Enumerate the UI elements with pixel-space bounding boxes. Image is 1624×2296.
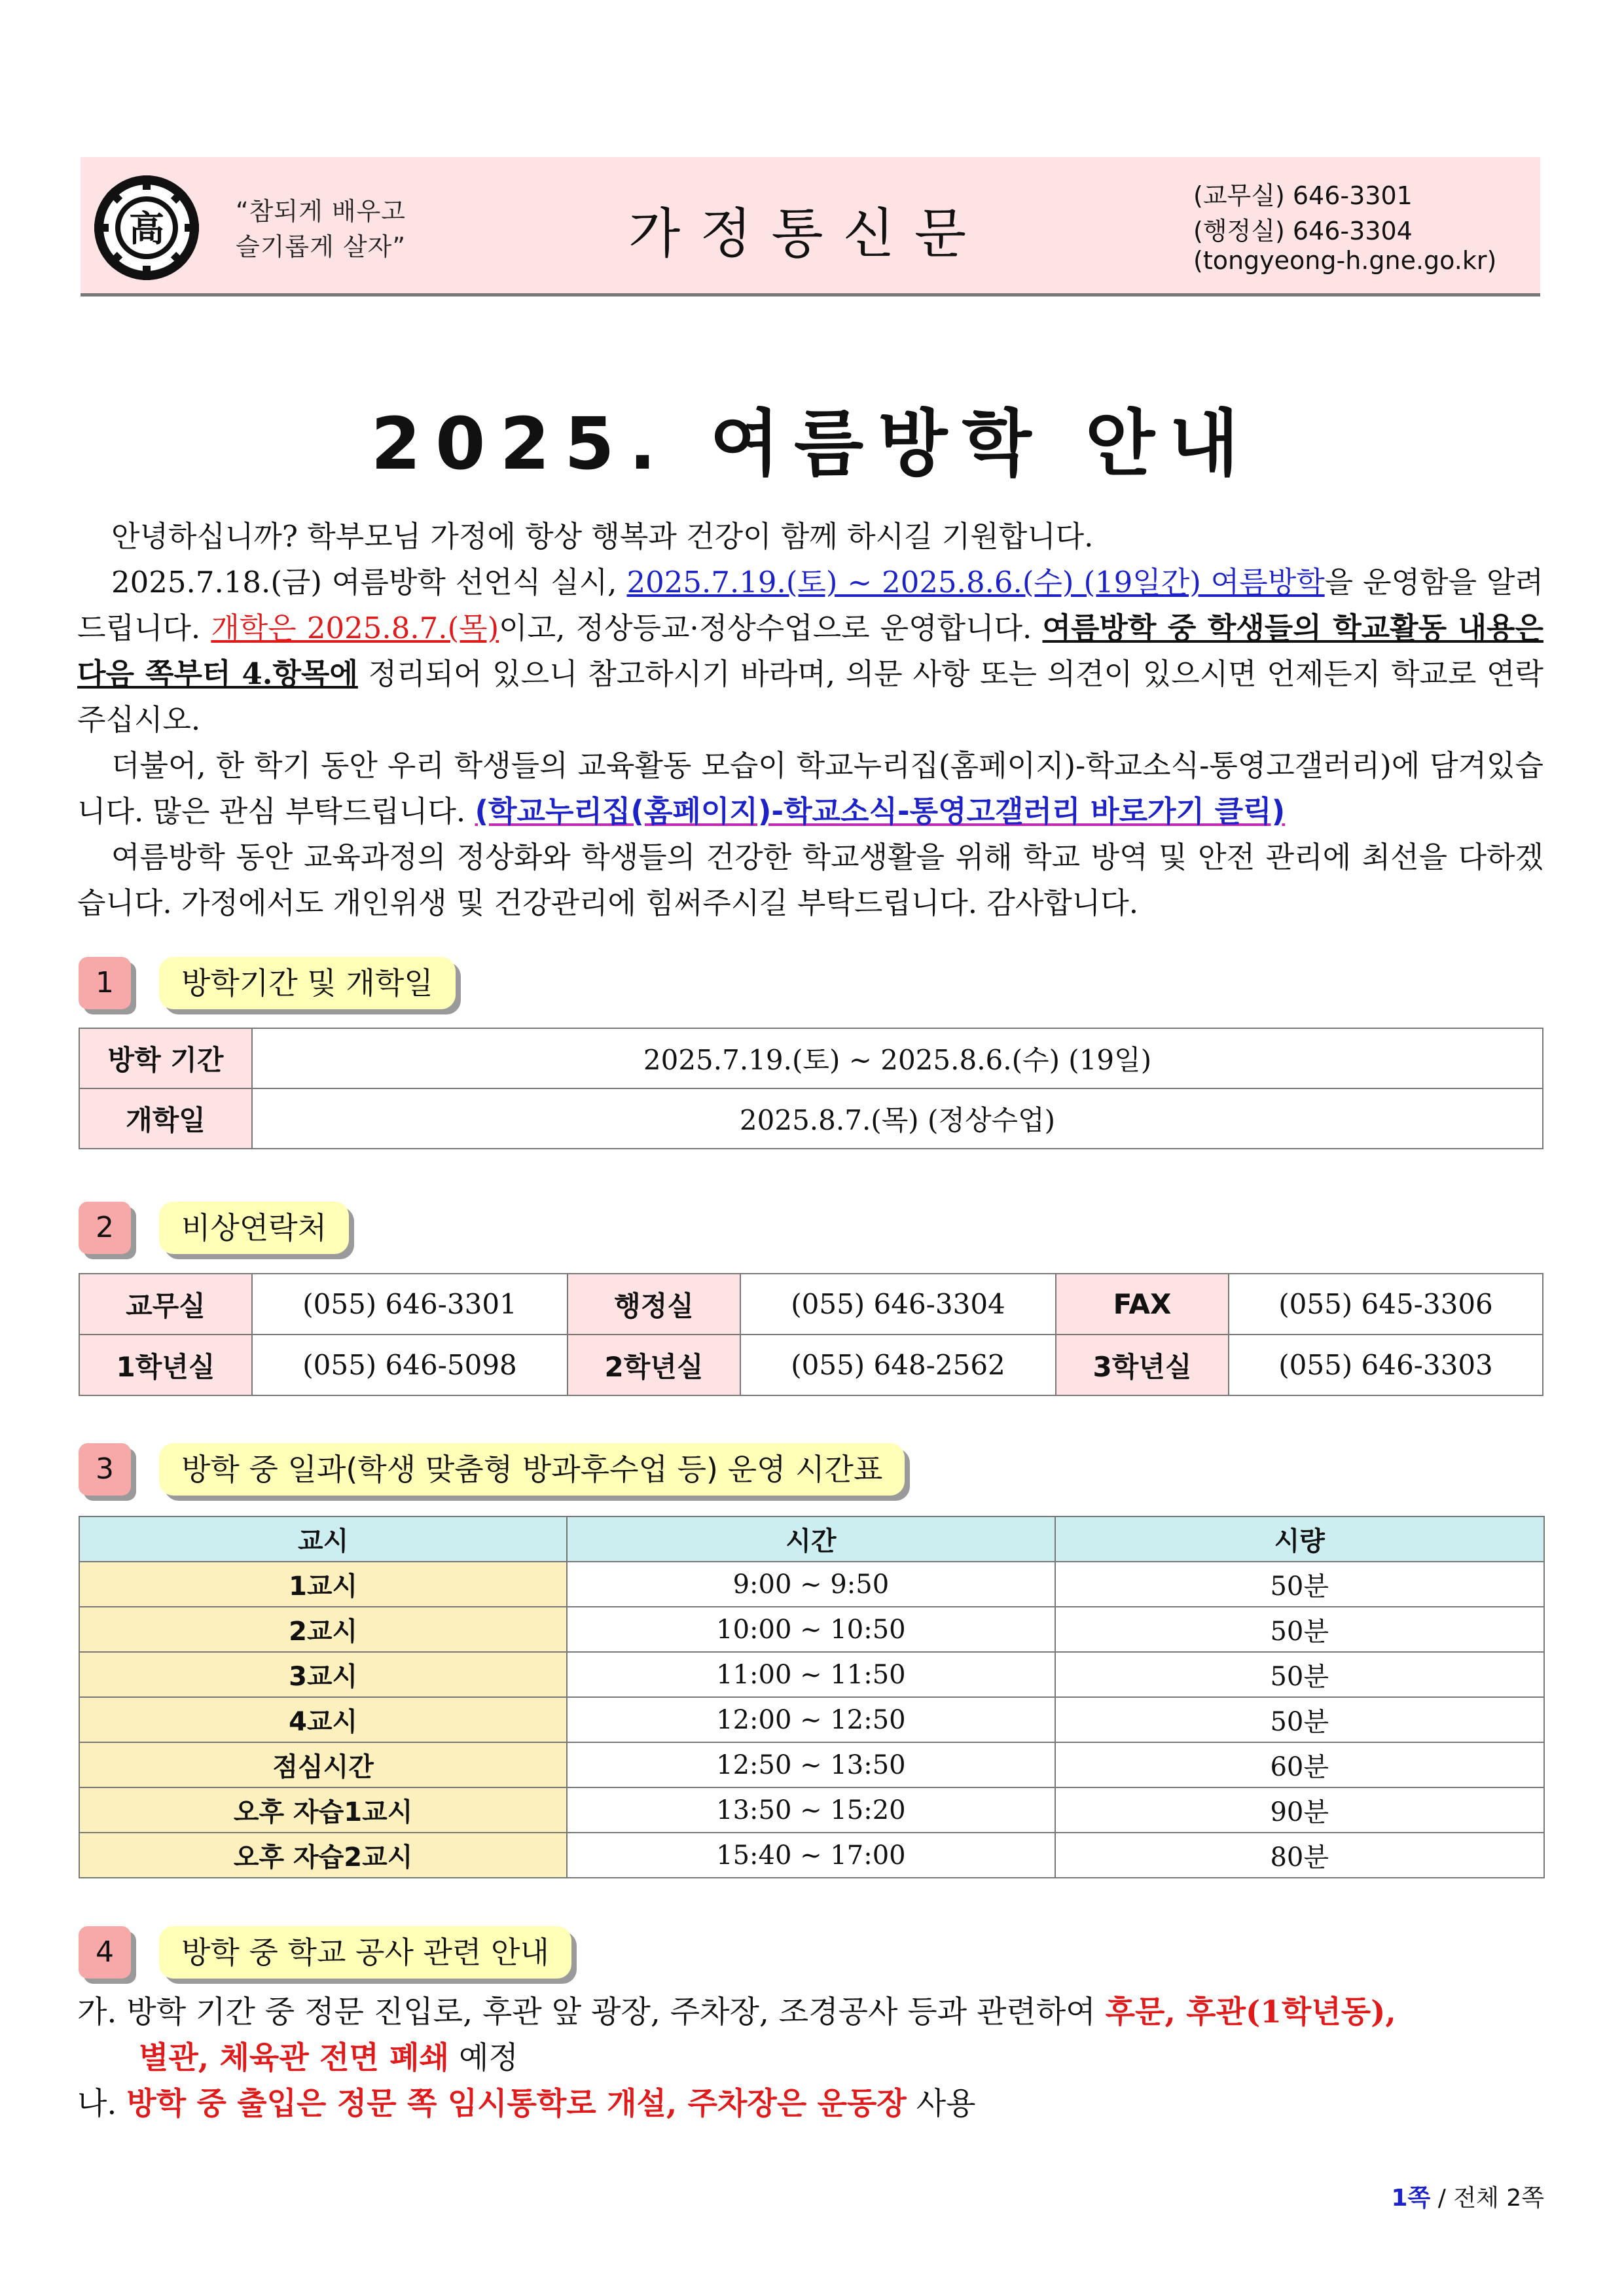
emergency-contacts-table <box>79 1273 1543 1396</box>
activities-note-highlight: 여름방학 중 학생들의 학교활동 내용은 다음 쪽부터 4.항목에 <box>77 611 1543 691</box>
period-cell: 3교시 <box>79 1652 567 1697</box>
duration-cell: 50분 <box>1055 1697 1545 1742</box>
contact-value: (055) 646-3304 <box>740 1274 1056 1335</box>
section-2-title: 비상연락처 <box>159 1202 349 1254</box>
construction-item-a-cont <box>139 2036 518 2081</box>
start-label: 개학일 <box>79 1088 252 1149</box>
duration-cell: 90분 <box>1055 1787 1545 1833</box>
item-a-closed-areas: 후문, 후관(1학년동), <box>1105 1994 1396 2030</box>
school-emblem-icon <box>90 171 203 284</box>
construction-item-a <box>77 1990 1396 2036</box>
contact-value: (055) 645-3306 <box>1229 1274 1543 1335</box>
page-footer <box>1391 2179 1544 2213</box>
time-cell: 15:40 ~ 17:00 <box>567 1833 1055 1878</box>
time-cell: 12:00 ~ 12:50 <box>567 1697 1055 1742</box>
period-label: 방학 기간 <box>79 1028 252 1088</box>
table-row <box>79 1787 1544 1833</box>
table-row <box>79 1335 1543 1395</box>
motto-line-1: “참되게 배우고 <box>236 197 406 226</box>
total-pages: 전체 2쪽 <box>1453 2185 1544 2212</box>
item-b-tail: 사용 <box>906 2086 976 2122</box>
contact-value: (055) 646-3303 <box>1229 1335 1543 1395</box>
table-header-row <box>79 1516 1544 1562</box>
intro-text <box>77 514 1543 926</box>
contact-label: 3학년실 <box>1056 1335 1229 1395</box>
page-title: 2025. 여름방학 안내 <box>370 402 1254 486</box>
contact-label: 교무실 <box>79 1274 252 1335</box>
contact-value: (055) 646-5098 <box>252 1335 568 1395</box>
table-row <box>79 1697 1544 1742</box>
contact-value: (055) 648-2562 <box>740 1335 1056 1395</box>
duration-cell: 50분 <box>1055 1607 1545 1652</box>
period-cell: 1교시 <box>79 1562 567 1607</box>
period-value: 2025.7.19.(토) ~ 2025.8.6.(수) (19일) <box>252 1028 1543 1088</box>
duration-cell: 60분 <box>1055 1742 1545 1787</box>
construction-item-b <box>77 2081 976 2127</box>
item-a-closed-areas-cont: 별관, 체육관 전면 폐쇄 <box>139 2040 450 2076</box>
section-2-number: 2 <box>79 1202 131 1254</box>
contact-label: FAX <box>1056 1274 1229 1335</box>
duration-cell: 50분 <box>1055 1652 1545 1697</box>
gallery-link[interactable]: (학교누리집(홈페이지)-학교소식-통영고갤러리 바로가기 클릭) <box>475 794 1286 829</box>
table-row <box>79 1607 1544 1652</box>
contact-label: 2학년실 <box>568 1335 740 1395</box>
intro-paragraph-4: 여름방학 동안 교육과정의 정상화와 학생들의 건강한 학교생활을 위해 학교 방역 및 안전 관리에 최선을 다하겠습니다. 가정에서도 개인위생 및 건강관리에 힘써주시길 부탁드립니다. 감사합니다. <box>77 840 1543 920</box>
daily-schedule-table <box>79 1516 1545 1878</box>
motto-line-2: 슬기롭게 살자” <box>236 232 406 261</box>
teachers-office-phone: (교무실) 646-3301 <box>1193 181 1413 210</box>
table-row <box>79 1088 1543 1149</box>
section-3-number: 3 <box>79 1443 131 1496</box>
item-a-tail: 예정 <box>449 2040 518 2076</box>
newsletter-title: 가정통신문 <box>628 203 986 265</box>
table-row <box>79 1562 1544 1607</box>
item-b-prefix: 나. <box>77 2086 117 2122</box>
period-cell: 오후 자습1교시 <box>79 1787 567 1833</box>
page-number: 1쪽 <box>1391 2185 1431 2212</box>
website-address: (tongyeong-h.gne.go.kr) <box>1193 246 1497 275</box>
intro-text-2g: 정리되어 있으니 참고하시기 바라며, 의문 사항 또는 의견이 있으시면 언제든지 학교로 연락주십시오. <box>77 656 1543 737</box>
intro-text-3a: 더불어, 한 학기 동안 우리 학생들의 교육활동 모습이 학교누리집(홈페이지)-학교소식-통영고갤러리)에 담겨있습니다. 많은 관심 부탁드립니다. <box>77 748 1543 829</box>
intro-paragraph-3 <box>77 743 1543 834</box>
vacation-period-table <box>79 1028 1543 1149</box>
intro-text-2c: 을 운영함을 알려드립니다. <box>77 565 1543 645</box>
intro-paragraph-1: 안녕하십니까? 학부모님 가정에 항상 행복과 건강이 함께 하시길 기원합니다. <box>111 519 1094 554</box>
table-row <box>79 1028 1543 1088</box>
section-1-number: 1 <box>79 957 131 1009</box>
admin-office-phone: (행정실) 646-3304 <box>1193 217 1413 245</box>
table-row <box>79 1742 1544 1787</box>
intro-paragraph-2 <box>77 560 1543 743</box>
item-b-access-info: 방학 중 출입은 정문 쪽 임시통학로 개설, 주차장은 운동장 <box>126 2086 907 2122</box>
time-cell: 9:00 ~ 9:50 <box>567 1562 1055 1607</box>
contact-value: (055) 646-3301 <box>252 1274 568 1335</box>
period-cell: 4교시 <box>79 1697 567 1742</box>
duration-cell: 50분 <box>1055 1562 1545 1607</box>
column-header: 시간 <box>567 1516 1055 1562</box>
section-3-title: 방학 중 일과(학생 맞춤형 방과후수업 등) 운영 시간표 <box>159 1443 905 1496</box>
contact-label: 행정실 <box>568 1274 740 1335</box>
item-a-prefix: 가. <box>77 1994 117 2030</box>
period-cell: 점심시간 <box>79 1742 567 1787</box>
start-value: 2025.8.7.(목) (정상수업) <box>252 1088 1543 1149</box>
page-separator: / <box>1430 2185 1454 2212</box>
section-4-title: 방학 중 학교 공사 관련 안내 <box>159 1926 571 1979</box>
time-cell: 11:00 ~ 11:50 <box>567 1652 1055 1697</box>
item-a-text: 방학 기간 중 정문 진입로, 후관 앞 광장, 주차장, 조경공사 등과 관련하여 <box>126 1994 1106 2030</box>
column-header: 교시 <box>79 1516 567 1562</box>
time-cell: 10:00 ~ 10:50 <box>567 1607 1055 1652</box>
time-cell: 12:50 ~ 13:50 <box>567 1742 1055 1787</box>
table-row <box>79 1274 1543 1335</box>
period-cell: 오후 자습2교시 <box>79 1833 567 1878</box>
intro-closing-ceremony: 2025.7.18.(금) 여름방학 선언식 실시, <box>111 565 627 600</box>
contact-label: 1학년실 <box>79 1335 252 1395</box>
section-4-number: 4 <box>79 1926 131 1979</box>
column-header: 시량 <box>1055 1516 1545 1562</box>
emblem-char: 高 <box>129 208 164 249</box>
table-row <box>79 1833 1544 1878</box>
table-row <box>79 1652 1544 1697</box>
duration-cell: 80분 <box>1055 1833 1545 1878</box>
period-cell: 2교시 <box>79 1607 567 1652</box>
section-1-title: 방학기간 및 개학일 <box>159 957 456 1009</box>
school-start-highlight: 개학은 2025.8.7.(목) <box>211 611 499 645</box>
vacation-period-highlight: 2025.7.19.(토) ~ 2025.8.6.(수) (19일간) 여름방학 <box>626 565 1325 600</box>
time-cell: 13:50 ~ 15:20 <box>567 1787 1055 1833</box>
intro-text-2e: 이고, 정상등교·정상수업으로 운영합니다. <box>499 611 1043 645</box>
